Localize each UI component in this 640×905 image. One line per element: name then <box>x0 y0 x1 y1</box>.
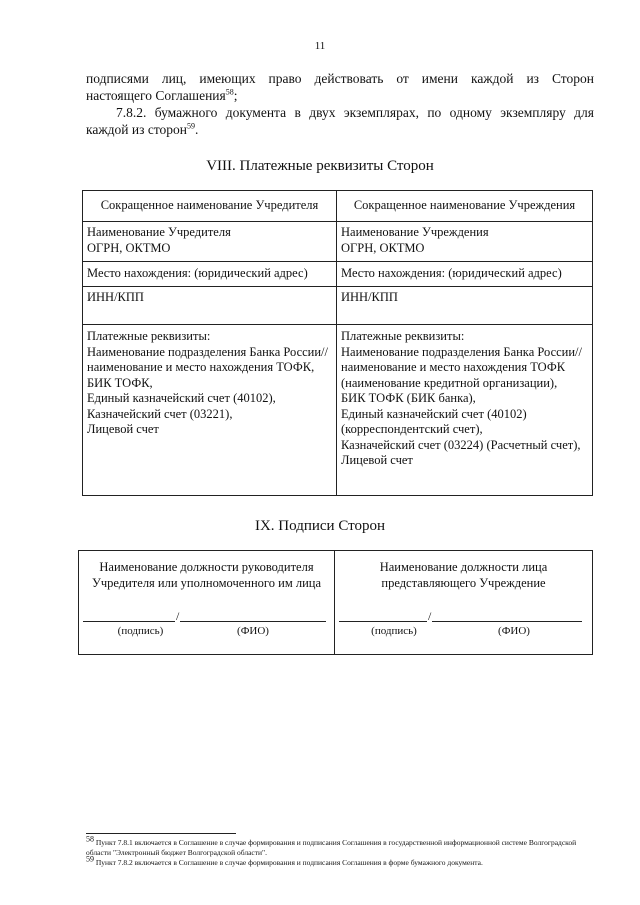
founder-short-name: Сокращенное наименование Учредителя <box>83 191 337 222</box>
founder-sign-label: (подпись) <box>117 625 164 637</box>
footnotes <box>86 834 596 868</box>
institution-payment-details: Платежные реквизиты: Наименование подразделения Банка России//наименование и место нахождения ТОФК (наименование кредитной организации), БИК ТОФК (БИК банка), Единый казначейский счет (40102) (корреспондентский счет), Казначейский счет (03224) (Расчетный счет), Лицевой счет <box>337 325 593 496</box>
intro-line-1: подписями лиц, имеющих право действовать от имени каждой из Сторон <box>86 71 594 86</box>
institution-sign-label: (подпись) <box>371 625 417 637</box>
intro-line-3: 7.8.2. бумажного документа в двух экземплярах, по одному экземпляру для <box>116 105 594 120</box>
institution-signature-cell <box>335 551 593 655</box>
founder-payment-details: Платежные реквизиты: Наименование подразделения Банка России//наименование и место нахождения ТОФК, БИК ТОФК, Единый казначейский счет (40102), Казначейский счет (03221), Лицевой счет <box>83 325 337 496</box>
institution-inn-kpp: ИНН/КПП <box>337 287 593 325</box>
founder-signer-title: Наименование должности руководителя Учредителя или уполномоченного им лица <box>91 560 322 590</box>
institution-address: Место нахождения: (юридический адрес) <box>337 262 593 287</box>
founder-address: Место нахождения: (юридический адрес) <box>83 262 337 287</box>
founder-inn-kpp: ИНН/КПП <box>83 287 337 325</box>
founder-fio-label: (ФИО) <box>237 625 269 637</box>
institution-signature-field <box>339 609 427 622</box>
institution-signature-line: / <box>339 609 588 622</box>
page-number: 11 <box>314 40 326 52</box>
intro-line-2: настоящего Соглашения$^{58}$; <box>86 87 238 103</box>
intro-paragraph <box>86 70 594 138</box>
institution-fio-label: (ФИО) <box>498 625 530 637</box>
institution-name-ogrn: Наименование Учреждения ОГРН, ОКТМО <box>337 222 593 262</box>
section-9-title: IX. Подписи Сторон <box>254 518 386 534</box>
founder-signature-line: / <box>83 609 330 622</box>
footnote-separator <box>86 833 236 834</box>
founder-fio-field <box>180 609 326 622</box>
founder-signature-cell <box>79 551 335 655</box>
footnote-59: $^{59}$ Пункт 7.8.2 включается в Соглашение в случае формирования и подписания Соглашения в форме бумажного документа. <box>86 854 483 867</box>
section-8-title: VIII. Платежные реквизиты Сторон <box>206 158 434 174</box>
institution-fio-field <box>432 609 582 622</box>
founder-signature-field <box>83 609 175 622</box>
institution-signer-title: Наименование должности лица представляющего Учреждение <box>379 560 548 590</box>
payment-details-table <box>82 190 593 496</box>
founder-name-ogrn: Наименование Учредителя ОГРН, ОКТМО <box>83 222 337 262</box>
institution-short-name: Сокращенное наименование Учреждения <box>337 191 593 222</box>
footnote-58: $^{58}$ Пункт 7.8.1 включается в Соглашение в случае формирования и подписания Соглашения в государственной информационной системе Волгоградской области "Электронный бюджет Волгоградской области". <box>86 834 577 857</box>
signatures-table <box>78 550 593 655</box>
intro-line-4: каждой из сторон$^{59}$. <box>86 121 199 137</box>
